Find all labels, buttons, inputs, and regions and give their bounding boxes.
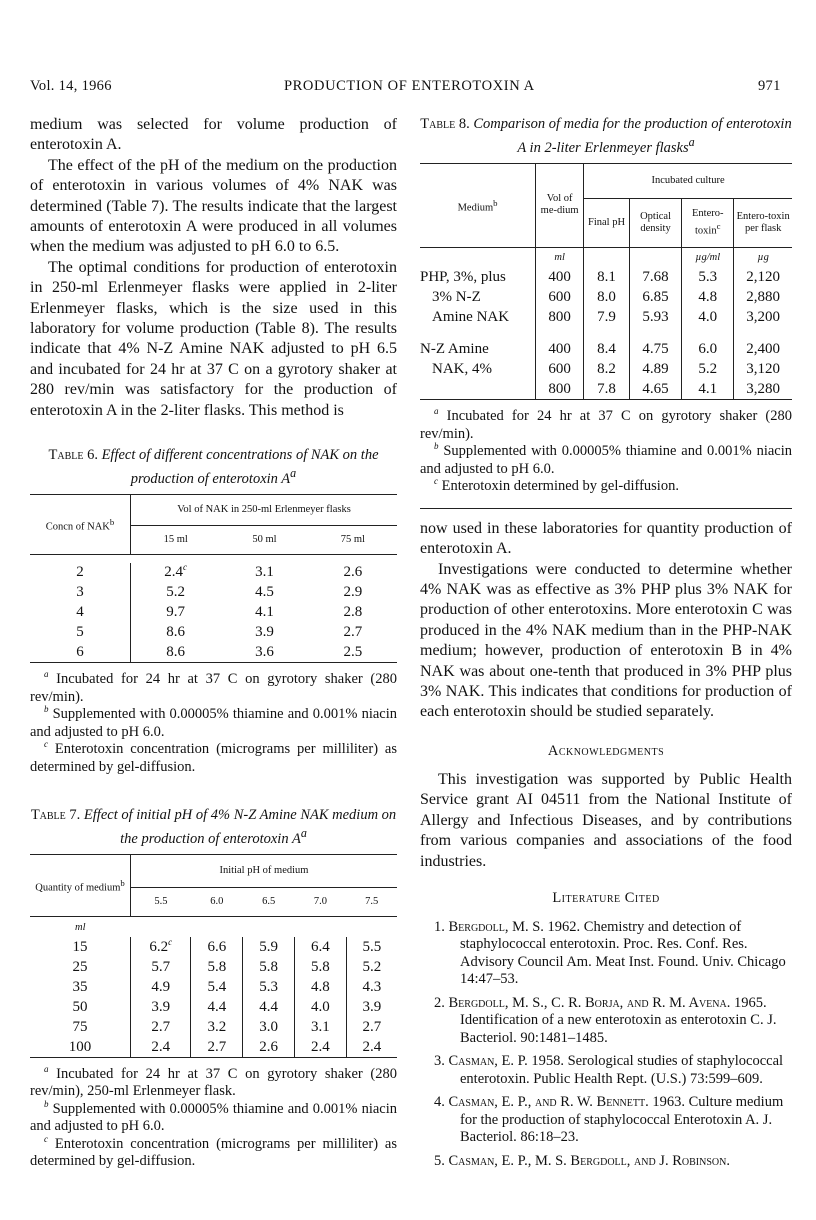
- reference-item: 1. Bergdoll, M. S. 1962. Chemistry and detection of staphylococcal enterotoxin. Proc. Res. Conf. Res. Advisory Council Am. Meat Inst. Found. Univ. Chicago 14:47–53.: [434, 918, 786, 988]
- table-cell: 3,200: [734, 308, 792, 328]
- table-cell: 5.8: [243, 957, 295, 977]
- unit-label: ml: [30, 917, 131, 938]
- table-cell: 400: [536, 340, 584, 360]
- page-number: 971: [758, 78, 781, 94]
- right-column: [420, 115, 792, 1176]
- footnote: $^b$ Supplemented with 0.00005% thiamine and 0.001% niacin and adjusted to pH 6.0.: [30, 1098, 397, 1135]
- data-table: [420, 163, 792, 407]
- unit-label: µg: [734, 247, 792, 268]
- literature-heading: Literature Cited: [552, 889, 660, 906]
- table-cell: 2.6: [343, 564, 363, 581]
- column-header: Optical density: [629, 198, 681, 247]
- table-cell: 5.9: [243, 937, 295, 957]
- column-group-header: Vol of NAK in 250-ml Erlenmeyer flasks: [131, 494, 398, 525]
- table-cell: 4.4: [243, 997, 295, 1017]
- table-row: [420, 340, 792, 360]
- table-cell: 5.8: [295, 957, 347, 977]
- table-row: [30, 643, 397, 663]
- table-cell: 2.5: [343, 644, 363, 661]
- column-header: 75 ml: [340, 533, 365, 545]
- table-cell: 3.9: [346, 997, 397, 1017]
- table-cell: 5.2: [131, 583, 221, 603]
- table-cell: 6.85: [629, 288, 681, 308]
- table-cell: 100: [68, 1038, 92, 1055]
- table-cell: 8.1: [584, 268, 630, 288]
- table-title: Effect of initial pH of 4% N-Z Amine NAK medium on the production of enterotoxin A: [83, 807, 397, 848]
- acknowledgments-text: This investigation was supported by Public Health Service grant AI 04511 from the National Institute of Allergy and Infectious Diseases, and by contributions from various companies and associations of the food industries.: [420, 770, 792, 870]
- table-cell: 2.6: [243, 1037, 295, 1057]
- table-cell: 5.93: [629, 308, 681, 328]
- table-6: [30, 446, 397, 776]
- table-cell: 4.3: [346, 977, 397, 997]
- table-row: [420, 308, 792, 328]
- table-row: [30, 623, 397, 643]
- table-cell: 3.0: [243, 1017, 295, 1037]
- table-row: [30, 1017, 397, 1037]
- table-cell: 6.4: [295, 937, 347, 957]
- medium-label: NAK, 4%: [432, 361, 492, 378]
- table-label: Table 6.: [48, 447, 98, 464]
- table-cell: 2.4: [295, 1037, 347, 1057]
- table-cell: 5.2: [346, 957, 397, 977]
- column-group-header: Incubated culture: [584, 163, 792, 198]
- table-cell: 5.2: [682, 360, 734, 380]
- table-cell: 4.5: [255, 584, 274, 601]
- table-row: [420, 268, 792, 288]
- column-header: Medium$^b$: [457, 197, 498, 214]
- column-header: 7.5: [365, 896, 379, 908]
- reference-item: 4. Casman, E. P., and R. W. Bennett. 1963. Culture medium for the production of staphylococcal Enterotoxin A. J. Bacteriol. 86:18–23.: [434, 1094, 784, 1146]
- medium-label: PHP, 3%, plus: [420, 269, 506, 286]
- table-cell: 5.7: [131, 957, 191, 977]
- table-cell: 4.1: [682, 380, 734, 400]
- table-cell: 4.8: [682, 288, 734, 308]
- table-cell: 3.9: [255, 624, 274, 641]
- footnote: $^a$ Incubated for 24 hr at 37 C on gyrotory shaker (280 rev/min), 250-ml Erlenmeyer flask.: [30, 1063, 397, 1100]
- table-cell: 7.9: [584, 308, 630, 328]
- table-cell: 8.2: [584, 360, 630, 380]
- column-header: 7.0: [313, 896, 327, 908]
- column-header: Entero-toxin per flask: [734, 198, 792, 247]
- table-cell: 6.0: [682, 340, 734, 360]
- table-body: [30, 937, 397, 1057]
- footnote: $^c$ Enterotoxin concentration (micrograms per milliliter) as determined by gel-diffusion.: [30, 739, 398, 775]
- table-cell: 4.75: [629, 340, 681, 360]
- column-group-header: Initial pH of medium: [131, 855, 398, 888]
- column-header: Concn of NAK$^b$: [45, 516, 115, 533]
- column-header: Quantity of medium$^b$: [35, 878, 125, 894]
- table-row: [30, 957, 397, 977]
- table-cell: 4.8: [295, 977, 347, 997]
- medium-label: Amine NAK: [432, 309, 510, 326]
- footnote: $^c$ Enterotoxin concentration (micrograms per milliliter) as determined by gel-diffusion.: [30, 1133, 398, 1170]
- table-cell: 3,280: [734, 380, 792, 400]
- table-cell: 2,400: [734, 340, 792, 360]
- footnote-mark: a: [688, 135, 695, 149]
- table-cell: 50: [72, 998, 88, 1015]
- left-column: [30, 115, 397, 1171]
- column-header: 6.0: [210, 896, 224, 908]
- table-title: Effect of different concentrations of NAK on the production of enterotoxin A: [101, 447, 379, 487]
- table-cell: 8.6: [131, 623, 221, 643]
- footnote-mark: a: [290, 466, 297, 481]
- table-cell: 5.8: [191, 957, 243, 977]
- table-cell: 2.4: [346, 1037, 397, 1057]
- table-cell: 2.7: [343, 624, 363, 641]
- table-cell: 3.6: [255, 644, 274, 661]
- table-body: [30, 563, 397, 663]
- table-cell: 4.9: [131, 977, 191, 997]
- footnote: $^c$ Enterotoxin determined by gel-diffusion.: [434, 476, 679, 495]
- table-cell: 25: [72, 958, 88, 975]
- table-cell: 7.68: [629, 268, 681, 288]
- table-cell: 5.4: [191, 977, 243, 997]
- footnote: $^b$ Supplemented with 0.00005% thiamine and 0.001% niacin and adjusted to pH 6.0.: [30, 704, 397, 740]
- table-cell: 8.6: [131, 643, 221, 663]
- table-row: [30, 563, 397, 583]
- reference-item: 2. Bergdoll, M. S., C. R. Borja, and R. M. Avena. 1965. Identification of a new enterotoxin as enterotoxin C. J. Bacteriol. 90:1481–1485.: [434, 994, 777, 1046]
- table-cell: 2: [76, 564, 84, 581]
- table-row: [30, 603, 397, 623]
- table-row: [30, 583, 397, 603]
- table-cell: 800: [536, 380, 584, 400]
- table-cell: 3,120: [734, 360, 792, 380]
- footnote: $^a$ Incubated for 24 hr at 37 C on gyrotory shaker (280 rev/min).: [30, 669, 397, 705]
- medium-label: N-Z Amine: [420, 341, 489, 358]
- table-cell: 4.4: [191, 997, 243, 1017]
- body-paragraph: Investigations were conducted to determine whether 4% NAK was as effective as 3% PHP plus 3% NAK for production of other enterotoxins. More enterotoxin C was produced in the 4% NAK medium than in the PHP-NAK medium; however, production of enterotoxin B in 4% NAK was about one-tenth that produced in 3% PHP plus 3% NAK. This indicates that conditions for production of each enterotoxin should be studied separately.: [420, 560, 792, 721]
- table-cell: 4.0: [295, 997, 347, 1017]
- table-cell: 4.65: [629, 380, 681, 400]
- table-cell: 6.6: [191, 937, 243, 957]
- table-cell: 3.1: [295, 1017, 347, 1037]
- table-cell: 2.7: [131, 1017, 191, 1037]
- body-paragraph: now used in these laboratories for quantity production of enterotoxin A.: [420, 519, 792, 558]
- table-cell: 2.4: [131, 1037, 191, 1057]
- reference-list: [420, 919, 792, 1171]
- table-cell: 2,120: [734, 268, 792, 288]
- data-table: [30, 854, 397, 1064]
- acknowledgments-heading: Acknowledgments: [547, 742, 665, 759]
- table-cell: 5: [76, 624, 84, 641]
- table-8: [420, 115, 792, 496]
- table-cell: 15: [72, 938, 88, 955]
- table-cell: 5.3: [682, 268, 734, 288]
- table-cell: 600: [536, 360, 584, 380]
- table-cell: 2.7: [191, 1037, 243, 1057]
- footnote: $^a$ Incubated for 24 hr at 37 C on gyrotory shaker (280 rev/min).: [420, 406, 792, 442]
- running-header-title: PRODUCTION OF ENTEROTOXIN A: [284, 78, 535, 94]
- table-cell: 8.0: [584, 288, 630, 308]
- table-cell: 2.9: [343, 584, 363, 601]
- unit-label: ml: [536, 247, 584, 268]
- table-row: [420, 360, 792, 380]
- column-header: Vol of me-dium: [536, 163, 584, 247]
- table-cell: 600: [536, 288, 584, 308]
- table-cell: 400: [536, 268, 584, 288]
- table-row: [30, 937, 397, 957]
- table-cell: 4: [76, 604, 84, 621]
- table-cell: 5.5: [346, 937, 397, 957]
- table-7: [30, 806, 397, 1170]
- table-row: [420, 380, 792, 400]
- table-caption: [420, 115, 792, 157]
- table-cell: 2.4$^c$: [131, 563, 221, 583]
- column-header: 6.5: [262, 896, 276, 908]
- table-body: [420, 268, 792, 400]
- unit-label: µg/ml: [682, 247, 734, 268]
- table-caption: [30, 446, 397, 488]
- table-cell: 3: [76, 584, 84, 601]
- footnote: $^b$ Supplemented with 0.00005% thiamine and 0.001% niacin and adjusted to pH 6.0.: [420, 441, 793, 477]
- table-cell: 8.4: [584, 340, 630, 360]
- medium-label: 3% N-Z: [432, 289, 481, 306]
- table-cell: 3.1: [255, 564, 274, 581]
- table-caption: [30, 806, 397, 848]
- table-cell: 800: [536, 308, 584, 328]
- column-header: Final pH: [584, 198, 630, 247]
- table-cell: 5.3: [243, 977, 295, 997]
- column-header: 50 ml: [252, 533, 277, 545]
- table-row: [30, 1037, 397, 1057]
- table-label: Table 8.: [420, 116, 470, 132]
- table-title: Comparison of media for the production of enterotoxin A in 2-liter Erlenmeyer flasks: [473, 116, 792, 156]
- table-label: Table 7.: [30, 807, 81, 824]
- table-cell: 2.8: [343, 604, 363, 621]
- column-header: 15 ml: [131, 525, 221, 554]
- reference-item: 5. Casman, E. P., M. S. Bergdoll, and J. Robinson.: [434, 1152, 730, 1169]
- column-header: Entero-toxin$^c$: [682, 198, 734, 247]
- table-cell: 6.2$^c$: [131, 937, 191, 957]
- table-row: [30, 977, 397, 997]
- reference-item: 3. Casman, E. P. 1958. Serological studies of staphylococcal enterotoxin. Public Health Rept. (U.S.) 73:599–609.: [434, 1053, 784, 1087]
- table-row: [420, 288, 792, 308]
- medium-label: [420, 380, 536, 400]
- table-row: [30, 997, 397, 1017]
- table-cell: 2.7: [346, 1017, 397, 1037]
- table-cell: 7.8: [584, 380, 630, 400]
- table-cell: 9.7: [131, 603, 221, 623]
- table-cell: 75: [72, 1018, 88, 1035]
- table-cell: 2,880: [734, 288, 792, 308]
- running-header-volume: Vol. 14, 1966: [30, 78, 112, 94]
- body-paragraph: The effect of the pH of the medium on the production of enterotoxin in various volumes of 4% NAK was determined (Table 7). The results indicate that the largest amounts of enterotoxin A were produced in all volumes when the medium was adjusted to pH 6.0 to 6.5.: [30, 156, 397, 256]
- table-cell: 4.0: [682, 308, 734, 328]
- table-cell: 3.2: [191, 1017, 243, 1037]
- table-cell: 3.9: [131, 997, 191, 1017]
- body-paragraph: The optimal conditions for production of enterotoxin in 250-ml Erlenmeyer flasks were applied in 2-liter Erlenmeyer flasks, which is the size used in this laboratory for volume production (Table 8). The results indicate that 4% N-Z Amine NAK adjusted to pH 6.5 and incubated for 24 hr at 37 C on a gyrotory shaker at 280 rev/min was satisfactory for the production of enterotoxin A in the 2-liter flasks. This method is: [30, 258, 397, 419]
- table-cell: 4.1: [255, 604, 274, 621]
- data-table: [30, 494, 397, 670]
- table-cell: 4.89: [629, 360, 681, 380]
- column-header: 5.5: [131, 888, 191, 917]
- body-paragraph: medium was selected for volume production of enterotoxin A.: [30, 116, 397, 154]
- table-cell: 35: [72, 978, 88, 995]
- footnote-mark: a: [300, 826, 307, 841]
- table-cell: 6: [76, 644, 84, 661]
